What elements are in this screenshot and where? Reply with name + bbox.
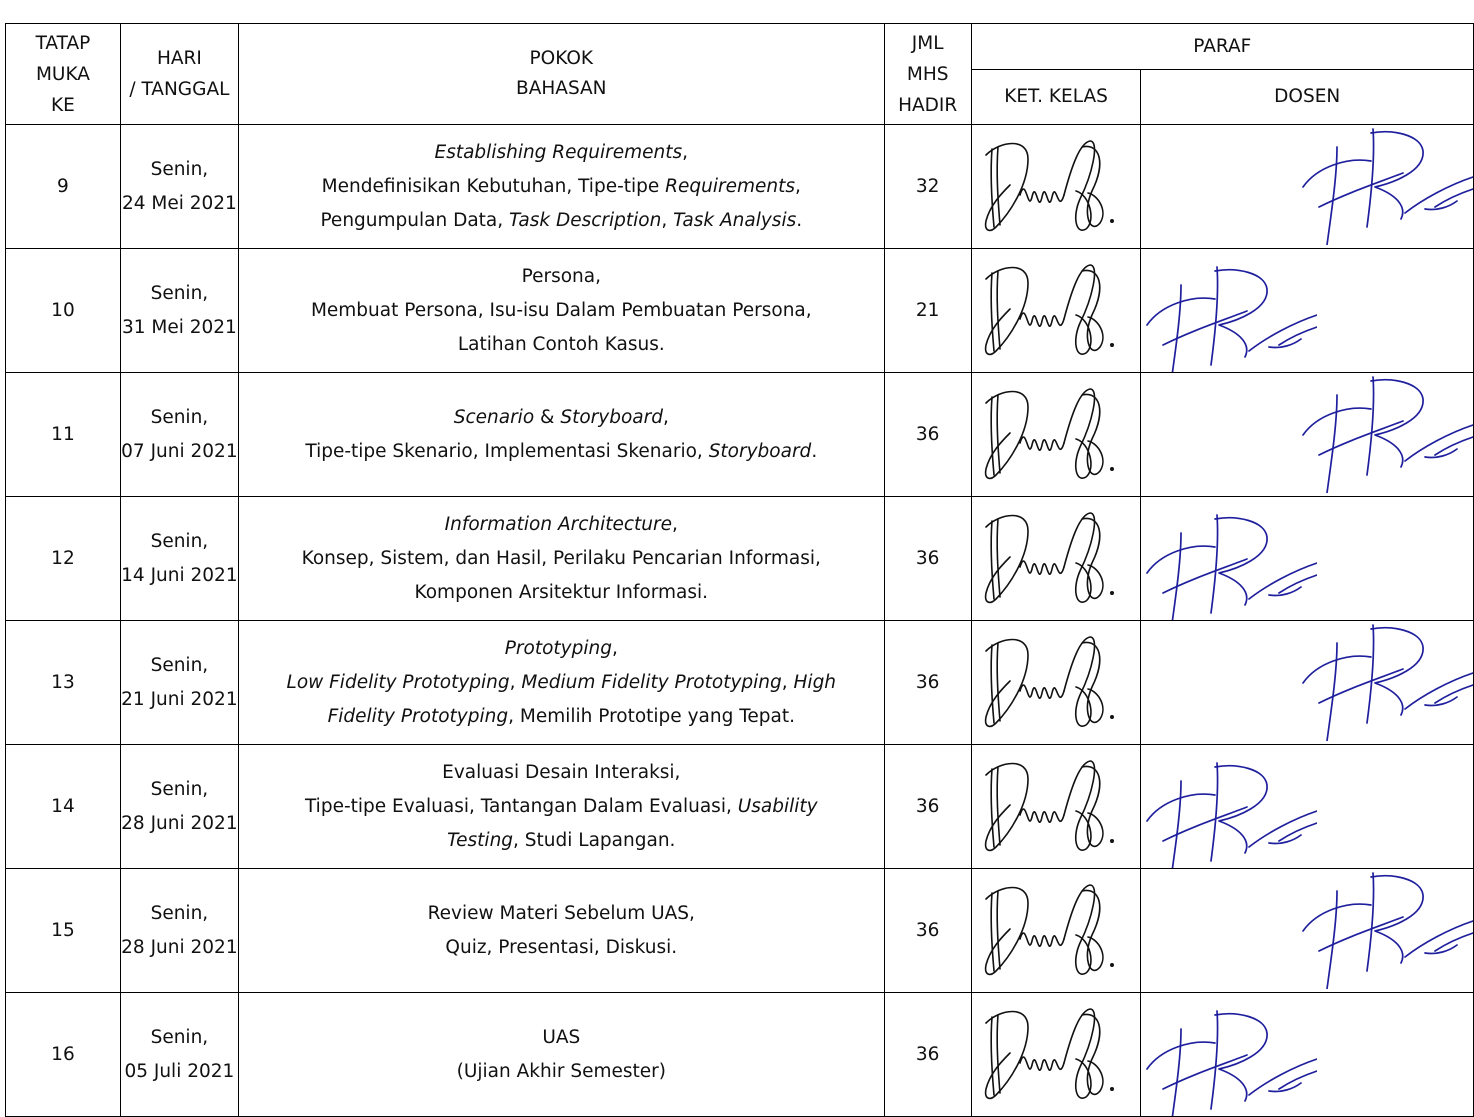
ket-kelas-signature-cell	[971, 621, 1141, 745]
session-date	[120, 373, 238, 497]
day-name: Senin,	[150, 406, 209, 428]
topic-text: ,	[661, 209, 674, 231]
topic-line	[239, 294, 884, 328]
topic-text: ,	[795, 175, 801, 197]
topic-cell	[238, 621, 884, 745]
header-hari-tanggal: HARI / TANGGAL	[120, 24, 238, 125]
topic-term-italic: Establishing Requirements	[434, 141, 683, 163]
topic-cell	[238, 125, 884, 249]
day-name: Senin,	[150, 654, 209, 676]
topic-line	[239, 666, 884, 700]
topic-term-italic: Usability	[737, 795, 818, 817]
topic-text: &	[534, 406, 561, 428]
ket-kelas-signature-cell	[971, 249, 1141, 373]
day-name: Senin,	[150, 282, 209, 304]
table-row	[6, 373, 1474, 497]
topic-text: Membuat Persona, Isu-isu Dalam Pembuatan Persona,	[310, 299, 812, 321]
topic-text: Tipe-tipe Evaluasi, Tantangan Dalam Evaluasi,	[304, 795, 738, 817]
dosen-signature-icon	[1297, 871, 1473, 989]
ket-kelas-signature-icon	[980, 755, 1120, 859]
dosen-signature-cell	[1141, 869, 1474, 993]
session-date	[120, 249, 238, 373]
session-number: 9	[6, 125, 121, 249]
session-number: 10	[6, 249, 121, 373]
topic-text: .	[796, 209, 803, 231]
table-row	[6, 869, 1474, 993]
topic-line	[239, 542, 884, 576]
day-name: Senin,	[150, 530, 209, 552]
topic-cell	[238, 869, 884, 993]
dosen-signature-cell	[1141, 993, 1474, 1117]
ket-kelas-signature-icon	[980, 631, 1120, 735]
session-date	[120, 745, 238, 869]
session-number: 15	[6, 869, 121, 993]
topic-text: Persona,	[521, 265, 601, 287]
session-date	[120, 125, 238, 249]
topic-line	[239, 1021, 884, 1055]
header-paraf: PARAF	[971, 24, 1473, 70]
date-value: 21 Juni 2021	[121, 688, 238, 710]
topic-text: ,	[682, 141, 689, 163]
date-value: 05 Juli 2021	[124, 1060, 235, 1082]
ket-kelas-signature-cell	[971, 745, 1141, 869]
date-value: 07 Juni 2021	[121, 440, 238, 462]
topic-text: Evaluasi Desain Interaksi,	[442, 761, 681, 783]
topic-line	[239, 576, 884, 610]
table-row	[6, 993, 1474, 1117]
header-ket-kelas: KET. KELAS	[971, 70, 1141, 125]
topic-cell	[238, 745, 884, 869]
topic-text: Latihan Contoh Kasus.	[457, 333, 665, 355]
attendance-count: 36	[884, 373, 971, 497]
ket-kelas-signature-cell	[971, 373, 1141, 497]
topic-text: , Studi Lapangan.	[513, 829, 676, 851]
session-date	[120, 621, 238, 745]
dosen-signature-cell	[1141, 745, 1474, 869]
topic-line	[239, 508, 884, 542]
ket-kelas-signature-icon	[980, 259, 1120, 363]
topic-text: .	[811, 440, 818, 462]
day-name: Senin,	[150, 158, 209, 180]
topic-term-italic: Storyboard	[708, 440, 812, 462]
session-number: 13	[6, 621, 121, 745]
topic-line	[239, 204, 884, 238]
ket-kelas-signature-icon	[980, 383, 1120, 487]
topic-cell	[238, 249, 884, 373]
day-name: Senin,	[150, 1026, 209, 1048]
dosen-signature-cell	[1141, 125, 1474, 249]
topic-text: , Memilih Prototipe yang Tepat.	[508, 705, 795, 727]
header-jml-mhs-hadir: JML MHS HADIR	[884, 24, 971, 125]
table-row	[6, 745, 1474, 869]
topic-line	[239, 170, 884, 204]
topic-text: Mendefinisikan Kebutuhan, Tipe-tipe	[321, 175, 666, 197]
date-value: 28 Juni 2021	[121, 812, 238, 834]
table-row	[6, 497, 1474, 621]
ket-kelas-signature-icon	[980, 879, 1120, 983]
date-value: 28 Juni 2021	[121, 936, 238, 958]
table-row	[6, 621, 1474, 745]
day-name: Senin,	[150, 902, 209, 924]
session-date	[120, 869, 238, 993]
topic-term-italic: Low Fidelity Prototyping	[286, 671, 510, 693]
session-number: 11	[6, 373, 121, 497]
topic-text: (Ujian Akhir Semester)	[456, 1060, 666, 1082]
topic-text: ,	[781, 671, 794, 693]
topic-term-italic: Fidelity Prototyping	[327, 705, 509, 727]
table-row	[6, 125, 1474, 249]
attendance-count: 36	[884, 745, 971, 869]
dosen-signature-icon	[1141, 513, 1317, 621]
session-date	[120, 993, 238, 1117]
topic-text: Pengumpulan Data,	[320, 209, 510, 231]
topic-text: Konsep, Sistem, dan Hasil, Perilaku Pencarian Informasi,	[301, 547, 821, 569]
header-pokok-bahasan: POKOK BAHASAN	[238, 24, 884, 125]
attendance-count: 36	[884, 497, 971, 621]
topic-term-italic: Scenario	[453, 406, 535, 428]
topic-text: UAS	[542, 1026, 581, 1048]
dosen-signature-icon	[1141, 761, 1317, 869]
ket-kelas-signature-icon	[980, 135, 1120, 239]
topic-line	[239, 756, 884, 790]
dosen-signature-cell	[1141, 497, 1474, 621]
attendance-count: 36	[884, 993, 971, 1117]
ket-kelas-signature-icon	[980, 507, 1120, 611]
dosen-signature-icon	[1297, 127, 1473, 245]
topic-line	[239, 632, 884, 666]
table-row	[6, 249, 1474, 373]
topic-line	[239, 401, 884, 435]
topic-line	[239, 897, 884, 931]
topic-cell	[238, 993, 884, 1117]
topic-text: ,	[509, 671, 522, 693]
topic-term-italic: Task Analysis	[673, 209, 797, 231]
topic-cell	[238, 373, 884, 497]
ket-kelas-signature-cell	[971, 125, 1141, 249]
ket-kelas-signature-cell	[971, 497, 1141, 621]
dosen-signature-icon	[1141, 1009, 1317, 1117]
dosen-signature-cell	[1141, 621, 1474, 745]
date-value: 14 Juni 2021	[121, 564, 238, 586]
dosen-signature-icon	[1297, 375, 1473, 493]
topic-text: Quiz, Presentasi, Diskusi.	[445, 936, 678, 958]
ket-kelas-signature-cell	[971, 993, 1141, 1117]
dosen-signature-icon	[1141, 265, 1317, 373]
topic-term-italic: Requirements	[665, 175, 796, 197]
session-number: 14	[6, 745, 121, 869]
topic-line	[239, 260, 884, 294]
topic-line	[239, 1055, 884, 1089]
attendance-count: 21	[884, 249, 971, 373]
topic-text: Review Materi Sebelum UAS,	[427, 902, 695, 924]
header-dosen: DOSEN	[1141, 70, 1474, 125]
topic-line	[239, 790, 884, 824]
header-tatap-muka: TATAP MUKA KE	[6, 24, 121, 125]
topic-line	[239, 328, 884, 362]
session-number: 12	[6, 497, 121, 621]
dosen-signature-icon	[1297, 623, 1473, 741]
topic-cell	[238, 497, 884, 621]
topic-term-italic: High	[793, 671, 837, 693]
topic-text: ,	[672, 513, 678, 535]
attendance-count: 32	[884, 125, 971, 249]
attendance-count: 36	[884, 621, 971, 745]
ket-kelas-signature-cell	[971, 869, 1141, 993]
topic-term-italic: Testing	[447, 829, 514, 851]
date-value: 24 Mei 2021	[121, 192, 237, 214]
topic-term-italic: Medium Fidelity Prototyping	[521, 671, 782, 693]
dosen-signature-cell	[1141, 373, 1474, 497]
topic-text: ,	[611, 637, 618, 659]
ket-kelas-signature-icon	[980, 1003, 1120, 1107]
topic-line	[239, 136, 884, 170]
attendance-count: 36	[884, 869, 971, 993]
topic-text: ,	[662, 406, 669, 428]
topic-term-italic: Information Architecture	[444, 513, 673, 535]
topic-line	[239, 435, 884, 469]
attendance-table	[5, 23, 1474, 1117]
topic-term-italic: Task Description	[509, 209, 662, 231]
topic-line	[239, 700, 884, 734]
day-name: Senin,	[150, 778, 209, 800]
topic-line	[239, 931, 884, 965]
session-date	[120, 497, 238, 621]
topic-text: Komponen Arsitektur Informasi.	[414, 581, 709, 603]
session-number: 16	[6, 993, 121, 1117]
topic-text: Tipe-tipe Skenario, Implementasi Skenario,	[305, 440, 709, 462]
topic-line	[239, 824, 884, 858]
topic-term-italic: Storyboard	[560, 406, 663, 428]
topic-term-italic: Prototyping	[504, 637, 612, 659]
date-value: 31 Mei 2021	[121, 316, 237, 338]
dosen-signature-cell	[1141, 249, 1474, 373]
